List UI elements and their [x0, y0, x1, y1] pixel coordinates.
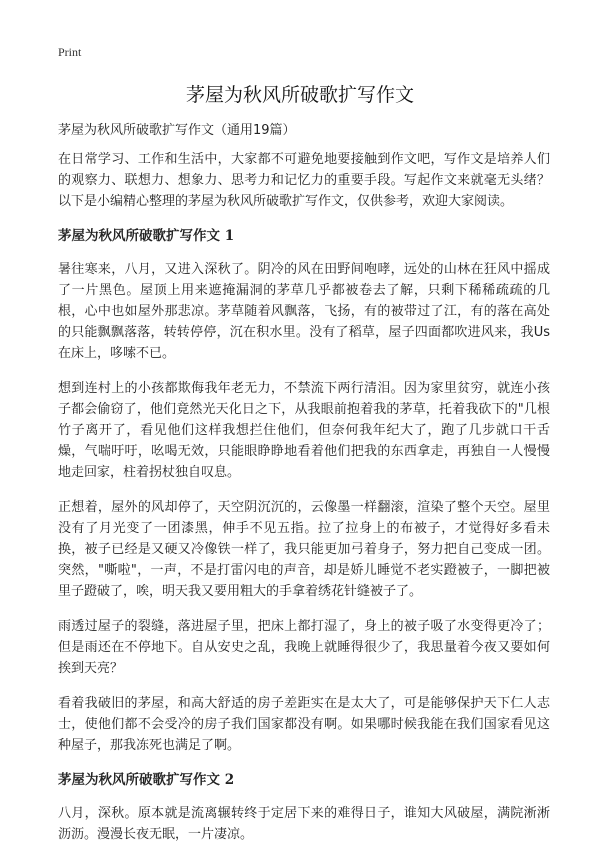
paragraph: 暑往寒来，八月，又进入深秋了。阴冷的风在田野间咆哮，远处的山林在狂风中摇成了一片黑色。屋顶上用来遮掩漏洞的茅草几乎都被卷去了解，只剩下稀稀疏疏的几根，心中也如屋外那悲凉。茅草随着风飘落，飞扬，有的被带过了江，有的落在高处的只能飘飘落落，转转停停，沉在积水里。没有了稻草，屋子四面都吹进风来，我Us在床上，哆嗦不已。	[58, 262, 550, 361]
page-title: 茅屋为秋风所破歌扩写作文	[185, 84, 414, 106]
section-1	[58, 226, 550, 756]
intro-paragraph: 在日常学习、工作和生活中，大家都不可避免地要接触到作文吧，写作文是培养人们的观察力、联想力、想象力、思考力和记忆力的重要手段。写起作文来就毫无头绪？以下是小编精心整理的茅屋为秋风所破歌扩写作文，仅供参考，欢迎大家阅读。	[58, 152, 550, 209]
section-heading: 茅屋为秋风所破歌扩写作文 1	[58, 228, 235, 244]
paragraph: 想到连村上的小孩都欺侮我年老无力，不禁流下两行清泪。因为家里贫穷，就连小孩子都会偷窃了，他们竟然光天化日之下，从我眼前抱着我的茅草，托着我砍下的"几根竹子离开了，看见他们这样我想拦住他们，但奈何我年纪大了，跑了几步就口干舌燥，气喘吁吁，吆喝无效，只能眼睁睁地看着他们把我的东西拿走，再独自一人慢慢地走回家，柱着拐杖独自叹息。	[58, 381, 550, 480]
paragraph: 正想着，屋外的风却停了，天空阴沉沉的，云像墨一样翻滚，渲染了整个天空。屋里没有了月光变了一团漆黑，伸手不见五指。拉了拉身上的布被子，才觉得好多看未换，被子已经是又硬又冷像铁一样了，我只能更加弓着身子，努力把自己变成一团。突然，"嘶啦"，一声，不是打雷闪电的声音，却是娇儿睡觉不老实蹬被子，一脚把被里子蹬破了，唉，明天我又要用粗大的手拿着绣花针缝被子了。	[58, 500, 550, 599]
article-body	[58, 120, 550, 859]
paragraph: 雨透过屋子的裂缝，落进屋子里，把床上都打湿了，身上的被子吸了水变得更冷了；但是雨还在不停地下。自从安史之乱，我晚上就睡得很少了，我思量着今夜又要如何挨到天亮？	[58, 619, 550, 676]
article-subtitle: 茅屋为秋风所破歌扩写作文（通用19篇）	[58, 123, 296, 138]
section-heading: 茅屋为秋风所破歌扩写作文 2	[58, 772, 235, 788]
paragraph: 看着我破旧的茅屋，和高大舒适的房子差距实在是太大了，可是能够保护天下仁人志士，使他们都不会受冷的房子我们国家都没有啊。如果哪时候我能在我们国家看见这种屋子，那我冻死也满足了啊。	[58, 696, 550, 753]
print-link[interactable]: Print	[58, 45, 82, 59]
section-2	[58, 770, 550, 845]
paragraph: 八月，深秋。原本就是流离辗转终于定居下来的难得日子，谁知大风破屋，满院淅淅沥沥。漫漫长夜无眠，一片凄凉。	[58, 806, 550, 842]
